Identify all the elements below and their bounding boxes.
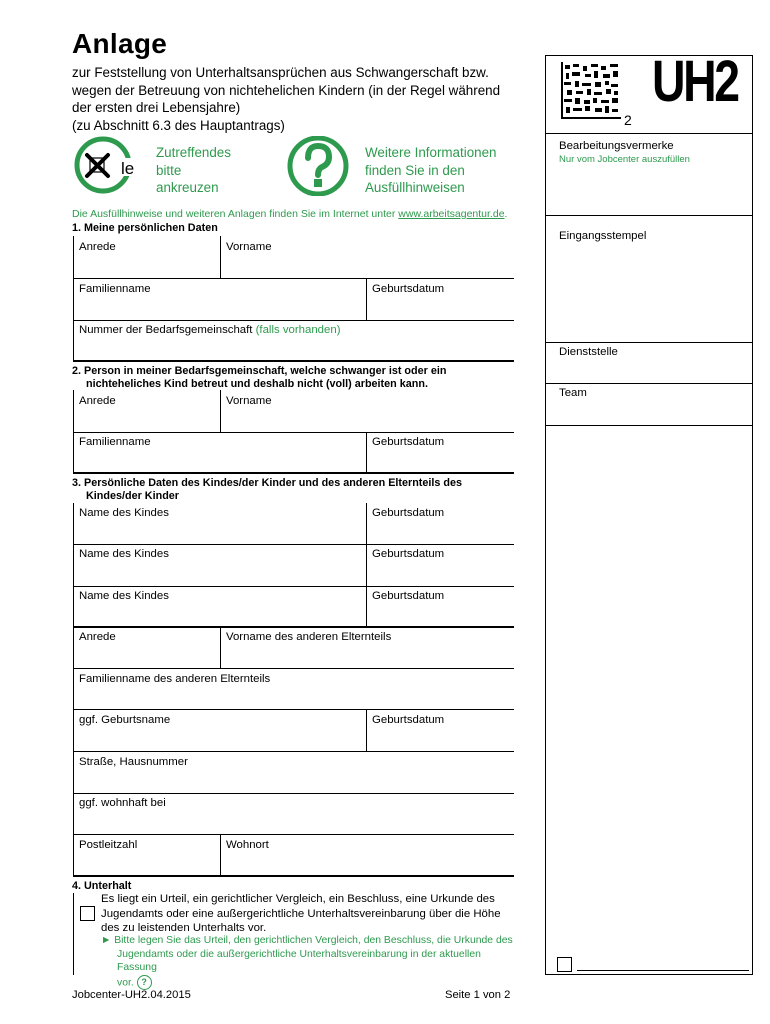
office-use-column	[545, 55, 753, 975]
check-hint-line: ankreuzen	[156, 180, 219, 195]
divider	[73, 472, 514, 474]
child-birthdate-label: Geburtsdatum	[372, 590, 445, 602]
child-name-label: Name des Kindes	[79, 548, 169, 560]
processing-label: Bearbeitungsvermerke	[559, 140, 674, 152]
barcode-image	[561, 62, 621, 119]
divider	[73, 544, 514, 545]
check-hint-line: Zutreffendes	[156, 145, 231, 160]
s1-lastname-label: Familienname	[79, 283, 151, 295]
community-optional-text: (falls vorhanden)	[255, 324, 341, 336]
s1-community-label	[79, 324, 340, 336]
internet-note	[72, 208, 507, 220]
info-hint-line: finden Sie in den	[365, 162, 465, 178]
form-id: Jobcenter-UH2.04.2015	[72, 989, 191, 1001]
hint-line: vor.	[117, 976, 134, 988]
other-parent-lastname-label: Familienname des anderen Elternteils	[79, 673, 271, 685]
statement-line: Es liegt ein Urteil, ein gerichtlicher Vergleich, ein Beschluss, eine Urkunde des	[101, 893, 495, 905]
divider	[220, 390, 221, 432]
divider	[73, 360, 514, 362]
divider	[220, 834, 221, 876]
divider	[73, 793, 514, 794]
subtitle-line: zur Feststellung von Unterhaltsansprüchen aus Schwangerschaft bzw.	[72, 65, 489, 80]
check-hint-icon	[74, 136, 146, 194]
divider	[545, 342, 753, 343]
child-birthdate-label: Geburtsdatum	[372, 548, 445, 560]
divider	[73, 834, 514, 835]
info-question-icon	[284, 136, 356, 196]
other-parent-firstname-label: Vorname des anderen Elternteils	[226, 631, 392, 643]
office-checkbox[interactable]	[557, 957, 572, 972]
divider	[73, 893, 74, 975]
info-hint-text	[365, 144, 497, 197]
subtitle-line: der ersten drei Lebensjahre)	[72, 100, 241, 115]
subtitle-line: (zu Abschnitt 6.3 des Hauptantrags)	[72, 117, 285, 133]
section2-heading	[72, 365, 446, 391]
divider	[73, 875, 514, 877]
divider	[545, 383, 753, 384]
s1-birthdate-label: Geburtsdatum	[372, 283, 445, 295]
divider	[545, 215, 753, 216]
city-label: Wohnort	[226, 839, 269, 851]
other-parent-birthdate-label: Geburtsdatum	[372, 714, 445, 726]
section3-heading-line: 3. Persönliche Daten des Kindes/der Kinder und des anderen Elternteils des	[72, 477, 463, 489]
statement-line: des zu leistenden Unterhalts vor.	[101, 922, 267, 934]
maintenance-agreement-checkbox[interactable]	[80, 906, 95, 921]
divider	[545, 133, 753, 134]
office-label: Dienststelle	[559, 346, 618, 358]
subtitle-line: wegen der Betreuung von nichtehelichen Kindern (in der Regel während	[72, 82, 501, 98]
child-name-label: Name des Kindes	[79, 507, 169, 519]
divider	[73, 503, 74, 877]
divider	[545, 425, 753, 426]
community-number-text: Nummer der Bedarfsgemeinschaft	[79, 324, 253, 336]
maintenance-statement	[101, 892, 514, 936]
divider	[73, 668, 514, 669]
info-hint-line: Weitere Informationen	[365, 145, 497, 160]
info-hint-line: Ausfüllhinweisen	[365, 180, 465, 195]
section3-heading	[72, 477, 462, 503]
office-signature-line	[577, 970, 749, 971]
help-icon[interactable]: ?	[137, 975, 152, 990]
divider	[220, 236, 221, 278]
section4-heading: 4. Unterhalt	[72, 880, 132, 892]
page-digit: 2	[624, 112, 632, 128]
divider	[73, 236, 74, 361]
s2-birthdate-label: Geburtsdatum	[372, 436, 445, 448]
check-hint-icon-label: le	[121, 159, 135, 178]
divider	[73, 626, 514, 628]
s2-salutation-label: Anrede	[79, 395, 116, 407]
arrow-icon: ►	[101, 935, 112, 946]
divider	[73, 751, 514, 752]
section3-heading-line: Kindes/der Kinder	[86, 490, 179, 502]
birth-name-label: ggf. Geburtsname	[79, 714, 171, 726]
divider	[366, 544, 367, 586]
page-subtitle	[72, 64, 542, 134]
s2-lastname-label: Familienname	[79, 436, 151, 448]
divider	[73, 586, 514, 587]
team-label: Team	[559, 387, 587, 399]
divider	[366, 586, 367, 627]
divider	[366, 503, 367, 544]
internet-note-suffix: .	[504, 208, 508, 220]
child-birthdate-label: Geburtsdatum	[372, 507, 445, 519]
form-code: UH2	[652, 49, 738, 114]
divider	[73, 432, 514, 433]
section2-heading-line: nichteheliches Kind betreut und deshalb nicht (voll) arbeiten kann.	[86, 378, 428, 390]
maintenance-hint	[101, 934, 514, 990]
processing-note: Nur vom Jobcenter auszufüllen	[559, 154, 690, 165]
s3-salutation-label: Anrede	[79, 631, 116, 643]
check-hint-line: bitte	[156, 162, 182, 178]
divider	[73, 278, 514, 279]
s1-firstname-label: Vorname	[226, 241, 272, 253]
s1-salutation-label: Anrede	[79, 241, 116, 253]
divider	[73, 709, 514, 710]
check-hint-text	[156, 144, 231, 197]
divider	[220, 627, 221, 668]
statement-line: Jugendamts oder eine außergerichtliche Unterhaltsvereinbarung über die Höhe	[101, 907, 501, 920]
divider	[73, 320, 514, 321]
divider	[366, 709, 367, 751]
page-title: Anlage	[72, 28, 168, 59]
hint-line: Jugendamts oder die außergerichtliche Unterhaltsvereinbarung in der aktuellen Fassung	[117, 948, 481, 973]
divider	[366, 278, 367, 320]
stamp-label: Eingangsstempel	[559, 230, 647, 242]
section1-heading: 1. Meine persönlichen Daten	[72, 222, 218, 234]
street-label: Straße, Hausnummer	[79, 756, 188, 768]
arbeitsagentur-link[interactable]: www.arbeitsagentur.de	[398, 208, 505, 220]
resident-with-label: ggf. wohnhaft bei	[79, 797, 166, 809]
postal-code-label: Postleitzahl	[79, 839, 138, 851]
internet-note-text: Die Ausfüllhinweise und weiteren Anlagen finden Sie im Internet unter	[72, 208, 399, 220]
s2-firstname-label: Vorname	[226, 395, 272, 407]
divider	[366, 432, 367, 473]
hint-line: Bitte legen Sie das Urteil, den gerichtlichen Vergleich, den Beschluss, die Urkunde des	[114, 935, 513, 946]
child-name-label: Name des Kindes	[79, 590, 169, 602]
page-number: Seite 1 von 2	[445, 989, 511, 1001]
section2-heading-line: 2. Person in meiner Bedarfsgemeinschaft, welche schwanger ist oder ein	[72, 365, 447, 377]
